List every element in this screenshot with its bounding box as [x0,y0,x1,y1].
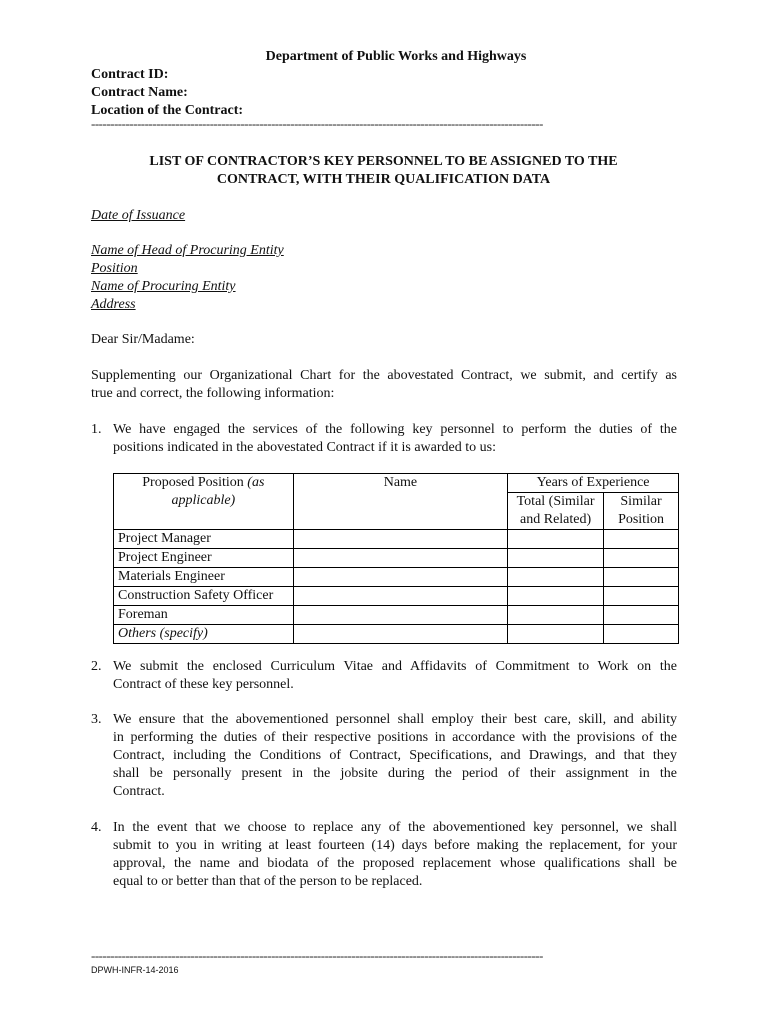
footer-separator: ---------------------------------------------------------------------------------------------------------------------- [91,948,543,963]
row-total-years-cell[interactable] [508,530,604,549]
key-personnel-table [113,473,679,644]
intro-line2: true and correct, the following information: [91,386,335,401]
row-position: Project Manager [114,530,294,549]
date-of-issuance: Date of Issuance [91,208,186,223]
column-header-name: Name [293,474,507,530]
item-number: 3. [91,712,102,727]
item-text-line: In the event that we choose to replace any of the abovementioned key personnel, we shall [113,820,677,835]
item-text-line: shall be personally present in the jobsite during the period of their assignment in the [113,766,677,781]
document-title-line2: CONTRACT, WITH THEIR QUALIFICATION DATA [216,172,551,187]
header-separator: ---------------------------------------------------------------------------------------------------------------------- [91,116,543,131]
row-name-cell[interactable] [293,587,507,606]
row-total-years-cell[interactable] [508,625,604,644]
contract-location-label: Location of the Contract: [91,103,244,118]
column-header-position-note: (as applicable) [171,475,265,508]
row-position: Construction Safety Officer [114,587,294,606]
row-total-years-cell[interactable] [508,549,604,568]
column-header-similar [604,493,679,530]
item-text-line: equal to or better than that of the person to be replaced. [113,874,423,889]
item-text-line: We have engaged the services of the following key personnel to perform the duties of the [113,422,677,437]
item-text-line: positions indicated in the abovestated Contract if it is awarded to us: [113,440,496,455]
item-text-line: approval, the name and biodata of the proposed replacement whose qualifications shall be [113,856,677,871]
row-similar-years-cell[interactable] [604,568,679,587]
head-of-procuring-entity: Name of Head of Procuring Entity [91,243,284,258]
position-field: Position [91,261,138,276]
table-row [114,549,679,568]
item-text-line: Contract. [113,784,165,799]
row-similar-years-cell[interactable] [604,625,679,644]
row-name-cell[interactable] [293,606,507,625]
row-similar-years-cell[interactable] [604,606,679,625]
row-similar-years-cell[interactable] [604,587,679,606]
item-text-line: We submit the enclosed Curriculum Vitae and Affidavits of Commitment to Work on the [113,659,677,674]
row-total-years-cell[interactable] [508,606,604,625]
row-position-others: Others (specify) [114,625,294,644]
item-text-line: in performing the duties of their respective positions in accordance with the provisions of the [113,730,677,745]
row-position: Project Engineer [114,549,294,568]
contract-id-label: Contract ID: [91,67,169,82]
item-text-line: Contract, including the Conditions of Contract, Specifications, and Drawings, and that they [113,748,677,763]
item-number: 4. [91,820,102,835]
item-text-line: submit to you in writing at least fourteen (14) days before making the replacement, for your [113,838,677,853]
form-code: DPWH-INFR-14-2016 [91,965,179,975]
procuring-entity-name: Name of Procuring Entity [91,279,236,294]
item-text-line: We ensure that the abovementioned personnel shall employ their best care, skill, and ability [113,712,677,727]
document-title-line1: LIST OF CONTRACTOR’S KEY PERSONNEL TO BE ASSIGNED TO THE [149,154,618,169]
row-name-cell[interactable] [293,530,507,549]
column-header-years: Years of Experience [508,474,679,493]
table-row [114,625,679,644]
intro-line1: Supplementing our Organizational Chart for the abovestated Contract, we submit, and certify as [91,368,677,383]
row-total-years-cell[interactable] [508,568,604,587]
row-position: Materials Engineer [114,568,294,587]
row-similar-years-cell[interactable] [604,530,679,549]
column-header-total-line2: and Related) [520,512,592,527]
table-row [114,587,679,606]
row-name-cell[interactable] [293,549,507,568]
row-total-years-cell[interactable] [508,587,604,606]
item-number: 2. [91,659,102,674]
column-header-total [508,493,604,530]
row-name-cell[interactable] [293,568,507,587]
table-row [114,530,679,549]
column-header-similar-line2: Position [618,512,664,527]
row-name-cell[interactable] [293,625,507,644]
contract-name-label: Contract Name: [91,85,188,100]
department-heading: Department of Public Works and Highways [265,49,527,64]
row-position: Foreman [114,606,294,625]
table-row [114,568,679,587]
row-similar-years-cell[interactable] [604,549,679,568]
item-text-line: Contract of these key personnel. [113,677,294,692]
column-header-total-line1: Total (Similar [516,494,595,509]
column-header-similar-line1: Similar [620,494,662,509]
address-field: Address [91,297,136,312]
column-header-position [114,474,294,530]
column-header-position-label: Proposed Position [142,475,244,490]
table-row [114,606,679,625]
item-number: 1. [91,422,102,437]
salutation: Dear Sir/Madame: [91,332,195,347]
